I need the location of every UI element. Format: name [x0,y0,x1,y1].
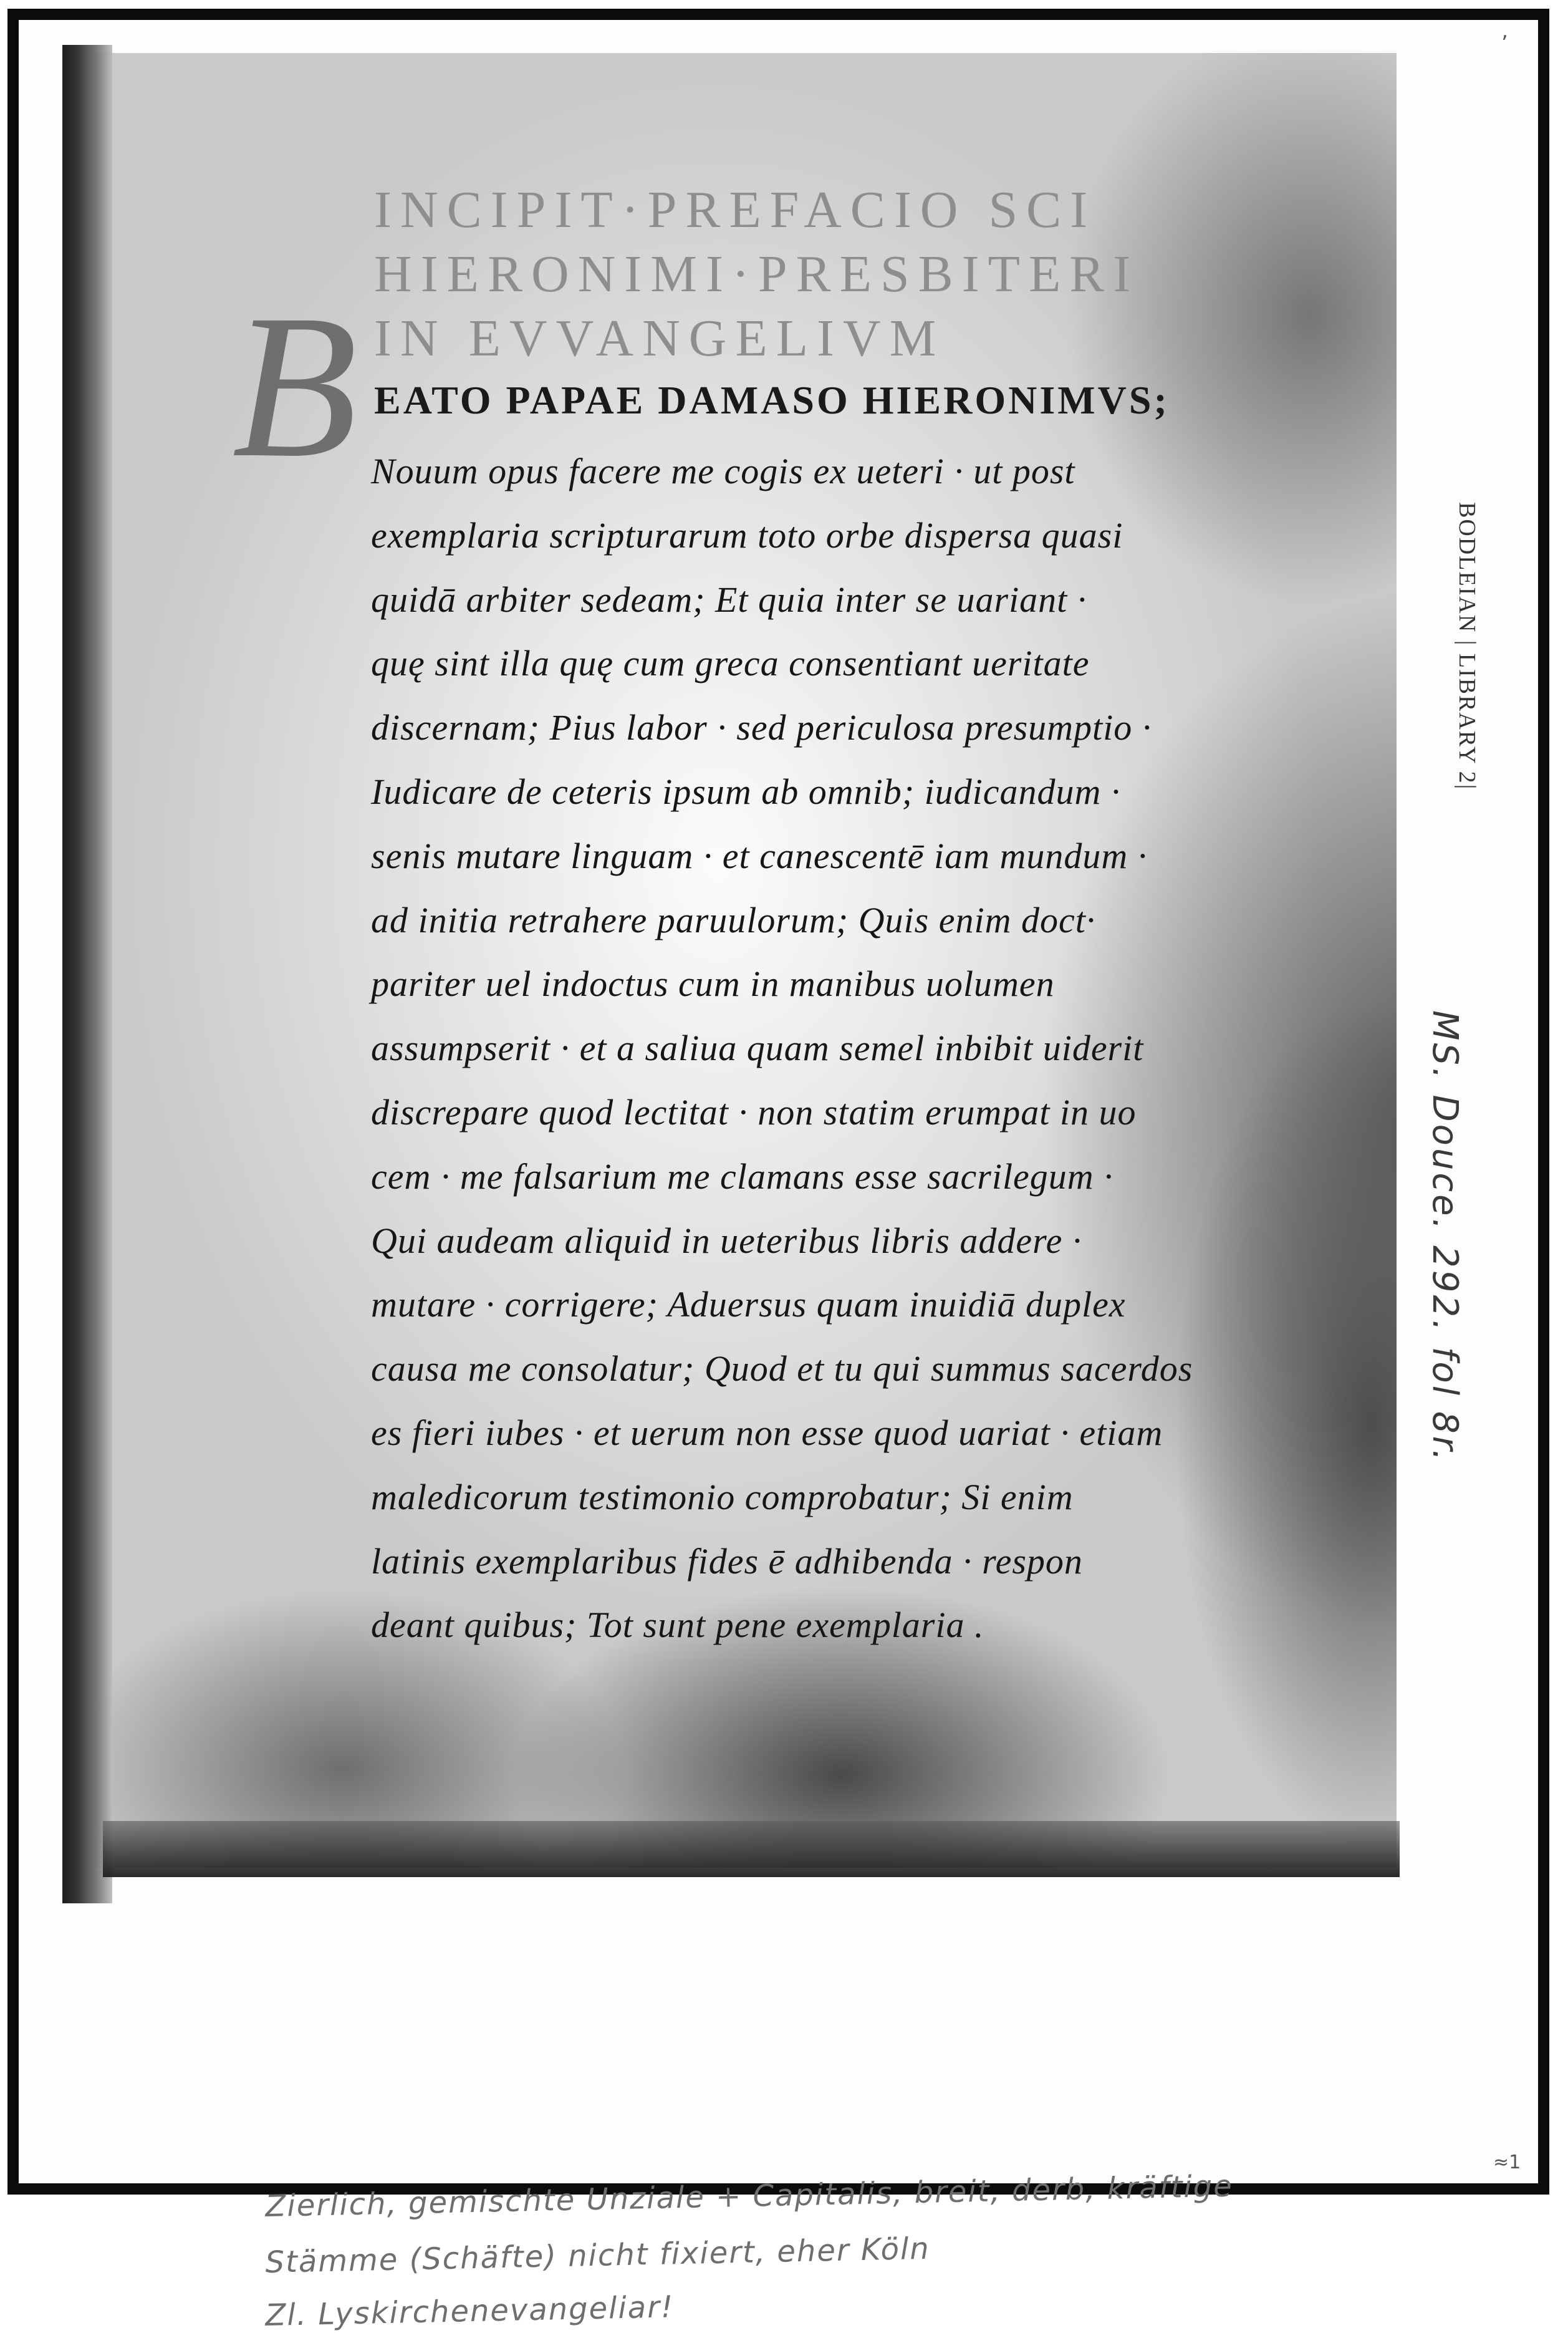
text-line: Iudicare de ceteris ipsum ab omnib; iudicandum · [371,771,1121,812]
text-line: es fieri iubes · et uerum non esse quod uariat · etiam [371,1412,1163,1453]
text-line: latinis exemplaribus fides ē adhibenda · respon [371,1540,1083,1582]
library-stamp [1425,502,1499,951]
text-line: ad initia retrahere paruulorum; Quis enim doct· [371,899,1096,940]
rubric-block [374,178,1197,370]
library-stamp-text: BODLEIAN | LIBRARY 2| [1454,502,1480,791]
manuscript-text [371,440,1206,1658]
text-line: Qui audeam aliquid in ueteribus libris addere · [371,1220,1082,1261]
dedication-heading: EATO PAPAE DAMASO HIERONIMVS; [374,378,1170,422]
shelfmark-text: MS. Douce. 292. fol 8r. [1425,1010,1465,1464]
text-line: discrepare quod lectitat · non statim erumpat in uo [371,1091,1137,1133]
corner-mark: ≈1 [1493,2152,1521,2173]
binding-spine [62,45,112,1903]
text-line: pariter uel indoctus cum in manibus uolumen [371,964,1055,1005]
text-line: quę sint illa quę cum greca consentiant ueritate [371,643,1090,684]
decorated-initial: B [232,273,358,500]
text-line: Nouum opus facere me cogis ex ueteri · ut post [371,451,1075,491]
text-line: maledicorum testimonio comprobatur; Si enim [371,1476,1074,1517]
text-line: mutare · corrigere; Aduersus quam inuidiā duplex [371,1284,1126,1325]
text-line: exemplaria scripturarum toto orbe dispersa quasi [371,514,1123,556]
rubric-line: INCIPIT·PREFACIO SCI [374,181,1097,239]
shelfmark-annotation [1412,1010,1474,1464]
rubric-line: IN EVVANGELIVM [374,309,945,367]
top-mark: ʼ [1501,31,1508,56]
text-line: deant quibus; Tot sunt pene exemplaria . [371,1605,984,1646]
text-line: quidā arbiter sedeam; Et quia inter se uariant · [371,579,1087,620]
handwritten-note-line: Zierlich, gemischte Unziale + Capitalis, breit, derb, kräftige [265,2168,1234,2224]
rubric-line: HIERONIMI·PRESBITERI [374,245,1140,303]
handwritten-note-line: Stämme (Schäfte) nicht fixiert, eher Köln [265,2231,931,2280]
text-line: assumpserit · et a saliua quam semel inbibit uiderit [371,1028,1144,1069]
text-line: cem · me falsarium me clamans esse sacrilegum · [371,1156,1113,1197]
handwritten-note-line: Zl. Lyskirchenevangeliar! [265,2289,675,2333]
folio-bottom-edge [103,1821,1400,1877]
text-line: causa me consolatur; Quod et tu qui summus sacerdos [371,1348,1193,1389]
text-line: senis mutare linguam · et canescentē iam mundum · [371,835,1148,876]
text-line: discernam; Pius labor · sed periculosa presumptio · [371,707,1152,748]
